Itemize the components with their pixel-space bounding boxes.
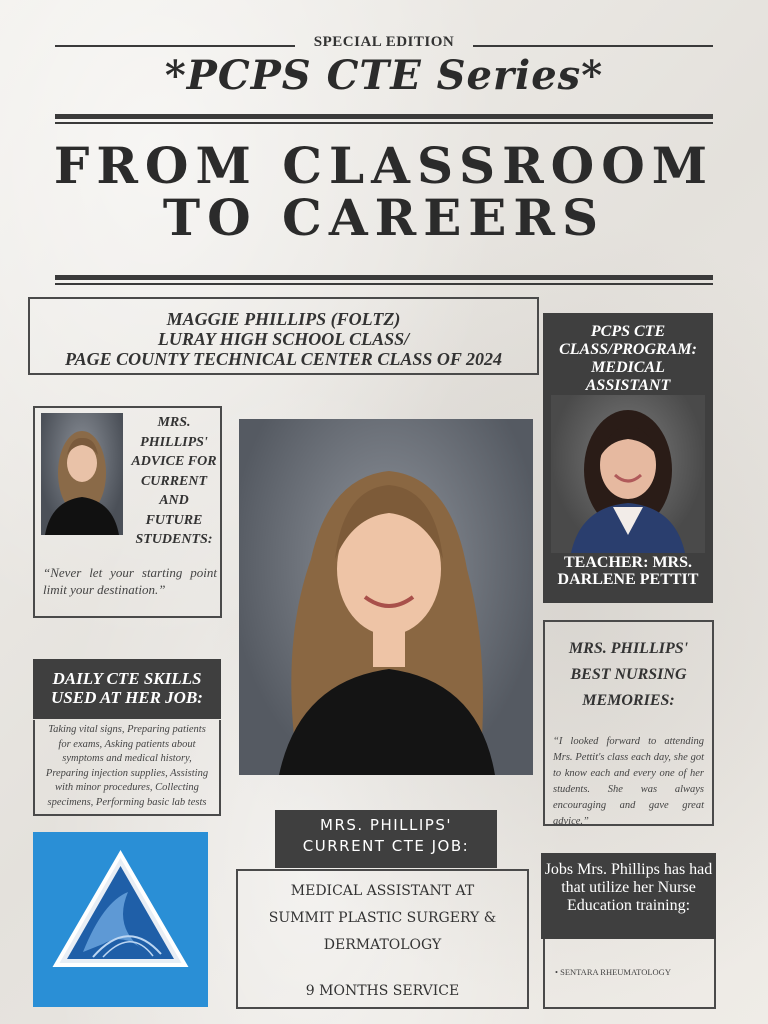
advice-heading-line: CURRENT xyxy=(140,473,208,489)
jobs-list xyxy=(555,967,671,977)
jobs-list-item: • SENTARA RHEUMATOLOGY xyxy=(555,967,671,977)
advice-heading-line: MRS. xyxy=(157,415,191,430)
student-small-photo xyxy=(41,413,123,535)
current-job-heading-line: MRS. PHILLIPS' xyxy=(320,816,452,834)
memories-heading-line: BEST NURSING xyxy=(570,666,687,683)
student-portrait xyxy=(239,419,533,775)
current-job-title-line: SUMMIT PLASTIC SURGERY & xyxy=(268,910,497,926)
student-name-box xyxy=(28,297,539,375)
headline-line1: FROM CLASSROOM xyxy=(53,136,715,195)
advice-heading xyxy=(127,413,221,550)
program-title-line: MEDICAL xyxy=(591,359,665,376)
program-title-line: ASSISTANT xyxy=(585,377,671,394)
headline-line2: TO CAREERS xyxy=(162,188,606,247)
skills-heading-line: USED AT HER JOB: xyxy=(51,688,203,707)
student-tech-center: PAGE COUNTY TECHNICAL CENTER CLASS OF 2024 xyxy=(64,349,503,369)
program-title-line: CLASS/PROGRAM: xyxy=(559,341,697,358)
advice-box xyxy=(33,406,222,618)
current-job-title-line: MEDICAL ASSISTANT AT xyxy=(290,883,475,899)
advice-heading-line: AND xyxy=(159,493,189,508)
memories-text: “I looked forward to attending Mrs. Pettit's class each day, she got to know each and every one of her students. She was always encouraging and gave great advice.” xyxy=(553,736,704,827)
program-title xyxy=(543,313,713,395)
memories-heading-line: MEMORIES: xyxy=(582,692,675,709)
jobs-box xyxy=(543,939,716,1009)
headline-rule-bottom-thin xyxy=(55,283,713,285)
cte-logo xyxy=(33,832,208,1007)
current-job-title xyxy=(238,878,527,959)
skills-heading xyxy=(33,659,221,719)
teacher-photo xyxy=(551,395,705,553)
advice-quote: “Never let your starting point limit your destination.” xyxy=(43,565,217,597)
student-school: LURAY HIGH SCHOOL CLASS/ xyxy=(157,329,410,349)
memories-heading xyxy=(545,636,712,714)
jobs-heading: Jobs Mrs. Phillips has had that utilize her Nurse Education training: xyxy=(541,853,716,939)
series-title: *PCPS CTE Series* xyxy=(164,52,604,99)
headline-rule-top-thin xyxy=(55,122,713,124)
current-job-box xyxy=(236,869,529,1009)
teacher-name-line: DARLENE PETTIT xyxy=(557,571,699,588)
current-job-heading-line: CURRENT CTE JOB: xyxy=(302,837,470,855)
headline xyxy=(0,136,768,247)
triangle-logo-icon xyxy=(33,832,208,1007)
advice-heading-line: STUDENTS: xyxy=(135,532,213,547)
headline-rule-top-thick xyxy=(55,114,713,119)
teacher-name-line: TEACHER: MRS. xyxy=(563,554,692,571)
program-panel xyxy=(543,313,713,603)
program-title-line: PCPS CTE xyxy=(590,323,666,340)
current-job-service: 9 MONTHS SERVICE xyxy=(305,983,460,999)
advice-heading-line: FUTURE xyxy=(145,512,203,528)
skills-text: Taking vital signs, Preparing patients for exams, Asking patients about symptoms and medical history, Preparing injection supplies, Assisting with minor procedures, Collecting specimens, Performing basic lab tests xyxy=(45,724,209,808)
current-job-title-line: DERMATOLOGY xyxy=(323,937,442,953)
memories-heading-line: MRS. PHILLIPS' xyxy=(568,640,689,657)
memories-box xyxy=(543,620,714,826)
current-job-heading xyxy=(275,810,497,868)
student-name: MAGGIE PHILLIPS (FOLTZ) xyxy=(166,309,401,329)
headline-rule-bottom-thick xyxy=(55,275,713,280)
teacher-name xyxy=(543,554,713,588)
skills-box xyxy=(33,720,221,816)
skills-heading-line: DAILY CTE SKILLS xyxy=(52,669,202,688)
advice-heading-line: PHILLIPS' xyxy=(140,434,208,450)
advice-heading-line: ADVICE FOR xyxy=(131,454,217,469)
special-edition-label: SPECIAL EDITION xyxy=(313,34,455,50)
